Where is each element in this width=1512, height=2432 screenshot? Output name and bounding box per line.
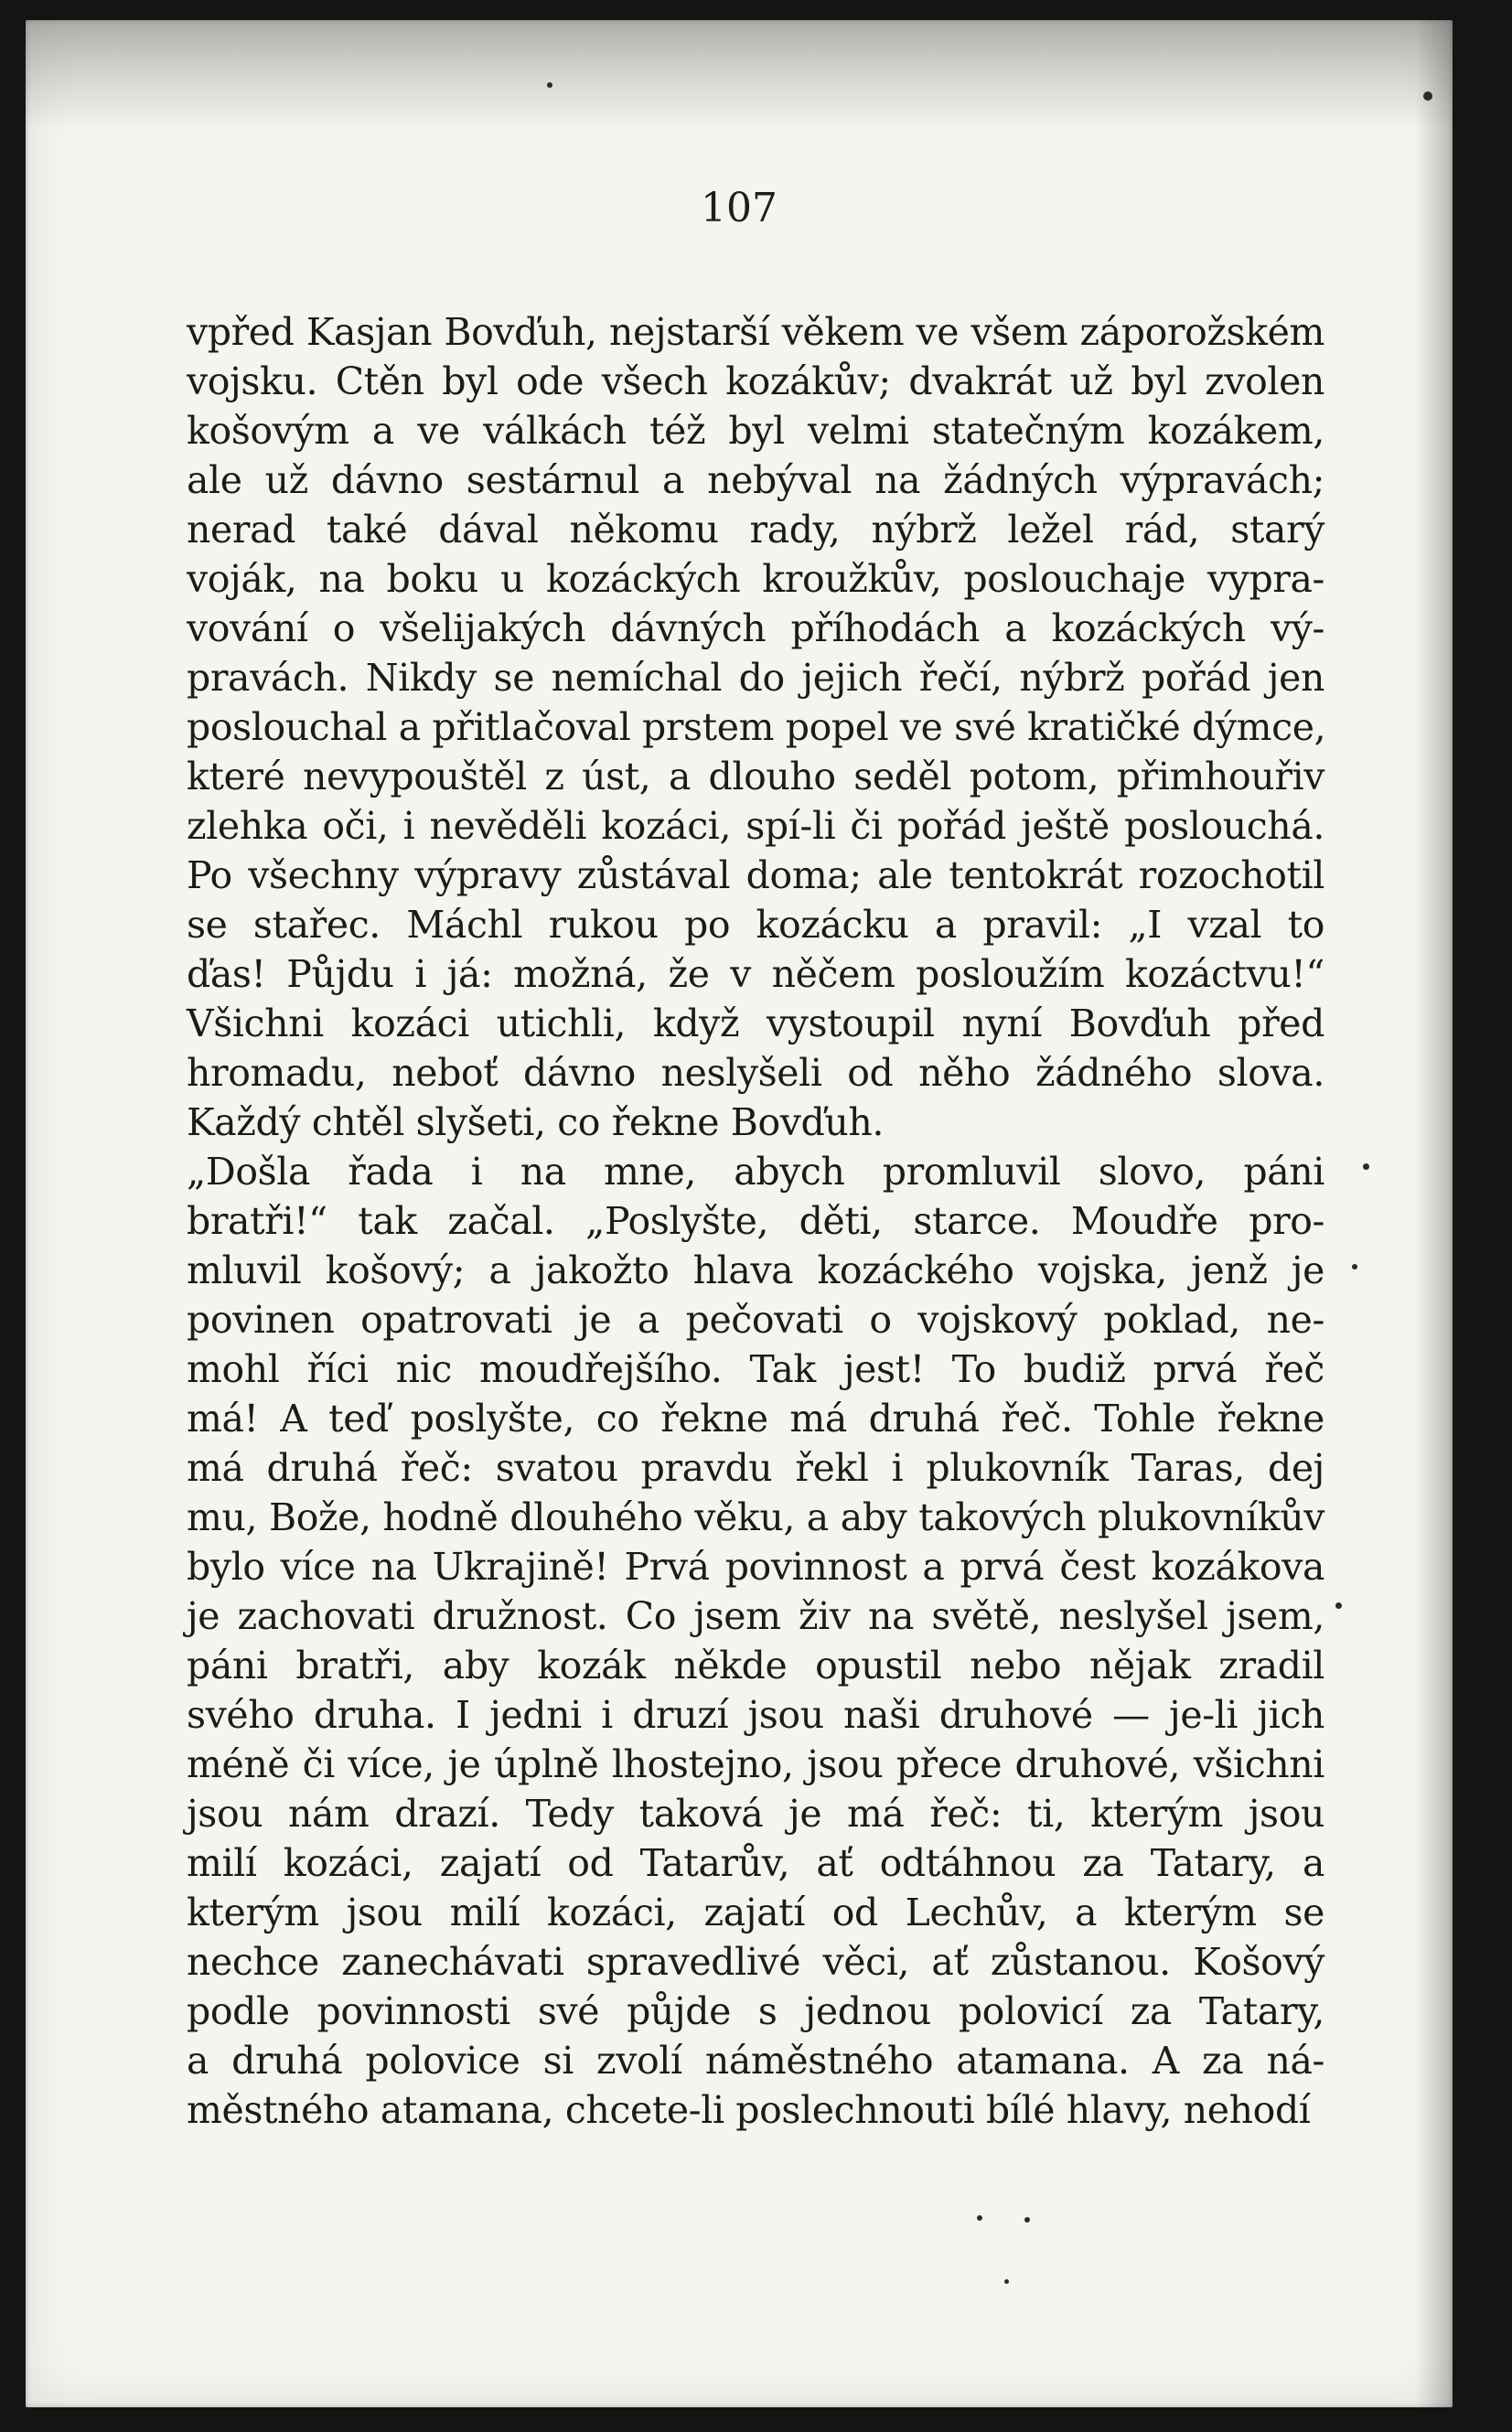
text-line: jsou nám drazí. Tedy taková je má řeč: ti, kterým jsou <box>187 1792 1324 1836</box>
body-text <box>187 307 1324 2135</box>
text-line: mohl říci nic moudřejšího. Tak jest! To budiž prvá řeč <box>187 1347 1324 1391</box>
text-line: městného atamana, chcete-li poslechnouti bílé hlavy, nehodí <box>187 2088 1311 2132</box>
text-line: kterým jsou milí kozáci, zajatí od Lechův, a kterým se <box>187 1891 1324 1934</box>
text-line: podle povinnosti své půjde s jednou polovicí za Tatary, <box>187 1989 1324 2033</box>
text-line: svého druha. I jedni i druzí jsou naši druhové — je-li jich <box>187 1693 1324 1737</box>
text-line: hromadu, neboť dávno neslyšeli od něho žádného slova. <box>187 1051 1324 1095</box>
text-line: povinen opatrovati je a pečovati o vojskový poklad, ne- <box>187 1298 1324 1342</box>
ink-speck <box>1363 1163 1369 1170</box>
text-line: „Došla řada i na mne, abych promluvil slovo, páni <box>187 1150 1324 1194</box>
ink-speck <box>547 82 552 88</box>
text-line: které nevypouštěl z úst, a dlouho seděl potom, přimhouřiv <box>187 755 1324 798</box>
text-line: mu, Bože, hodně dlouhého věku, a aby takových plukovníkův <box>187 1495 1324 1539</box>
text-line: vojsku. Ctěn byl ode všech kozákův; dvakrát už byl zvolen <box>187 359 1324 403</box>
text-line: má! A teď poslyšte, co řekne má druhá řeč. Tohle řekne <box>187 1397 1324 1441</box>
ink-speck <box>1335 1602 1342 1609</box>
text-line: je zachovati družnost. Co jsem živ na světě, neslyšel jsem, <box>187 1594 1324 1638</box>
text-line: voják, na boku u kozáckých kroužkův, poslouchaje vypra- <box>187 557 1324 601</box>
text-line: bratři!“ tak začal. „Poslyšte, děti, starce. Moudře pro- <box>187 1199 1324 1243</box>
text-line: Všichni kozáci utichli, když vystoupil nyní Bovďuh před <box>187 1002 1324 1045</box>
ink-speck <box>1352 1264 1357 1270</box>
text-line: bylo více na Ukrajině! Prvá povinnost a prvá čest kozákova <box>187 1545 1324 1589</box>
text-line: poslouchal a přitlačoval prstem popel ve své kratičké dýmce, <box>187 705 1326 749</box>
text-line: páni bratři, aby kozák někde opustil nebo nějak zradil <box>187 1644 1324 1687</box>
text-line: vpřed Kasjan Bovďuh, nejstarší věkem ve všem záporožském <box>187 310 1324 354</box>
text-line: se stařec. Máchl rukou po kozácku a pravil: „I vzal to <box>187 903 1324 947</box>
page-number: 107 <box>701 185 777 231</box>
text-line: ďas! Půjdu i já: možná, že v něčem posloužím kozáctvu!“ <box>187 952 1324 996</box>
text-line: Každý chtěl slyšeti, co řekne Bovďuh. <box>187 1100 884 1144</box>
text-line: mluvil košový; a jakožto hlava kozáckého vojska, jenž je <box>187 1248 1324 1292</box>
text-line: milí kozáci, zajatí od Tatarův, ať odtáhnou za Tatary, a <box>187 1841 1324 1885</box>
ink-speck <box>1004 2279 1009 2284</box>
text-line: méně či více, je úplně lhostejno, jsou přece druhové, všichni <box>187 1742 1324 1786</box>
text-line: ale už dávno sestárnul a nebýval na žádných výpravách; <box>187 458 1324 502</box>
text-line: nerad také dával někomu rady, nýbrž ležel rád, starý <box>187 508 1324 552</box>
top-shadow <box>26 20 1453 130</box>
text-line: má druhá řeč: svatou pravdu řekl i plukovník Taras, dej <box>187 1446 1324 1490</box>
text-line: košovým a ve válkách též byl velmi statečným kozákem, <box>187 409 1324 453</box>
ink-speck <box>1024 2217 1030 2223</box>
text-line: pravách. Nikdy se nemíchal do jejich řečí, nýbrž pořád jen <box>187 656 1324 700</box>
text-line: Po všechny výpravy zůstával doma; ale tentokrát rozochotil <box>187 853 1324 897</box>
text-line: vování o všelijakých dávných příhodách a kozáckých vý- <box>187 606 1324 650</box>
ink-speck <box>1423 91 1432 101</box>
text-line: zlehka oči, i nevěděli kozáci, spí-li či pořád ještě poslouchá. <box>187 804 1324 848</box>
text-line: nechce zanechávati spravedlivé věci, ať zůstanou. Košový <box>187 1940 1324 1984</box>
book-page <box>26 20 1453 2407</box>
right-edge-shadow <box>1416 20 1453 2407</box>
ink-speck <box>977 2215 982 2221</box>
text-line: a druhá polovice si zvolí náměstného atamana. A za ná- <box>187 2039 1324 2083</box>
